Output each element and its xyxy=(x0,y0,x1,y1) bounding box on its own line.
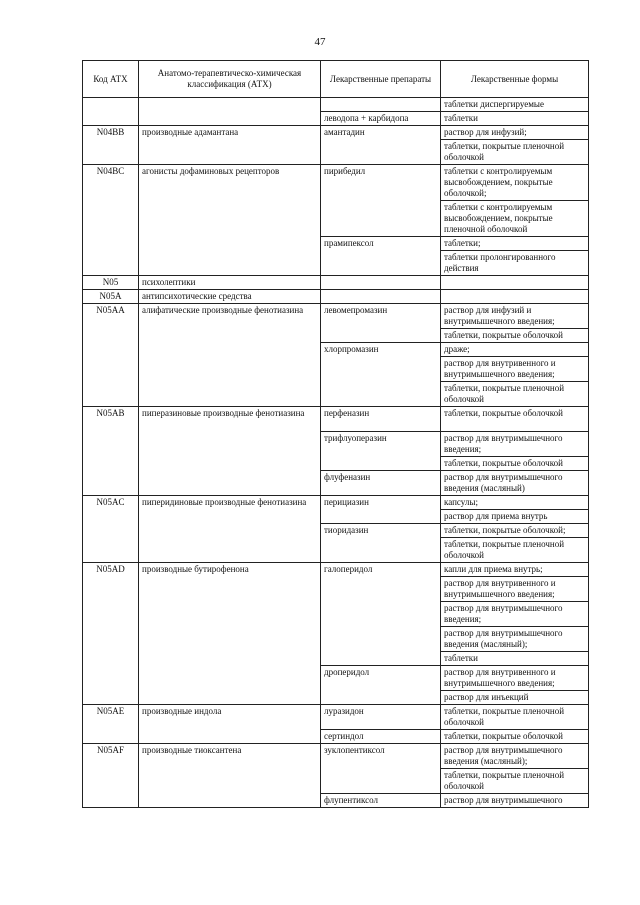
table-header-row xyxy=(83,61,589,98)
dosage-form-cell: раствор для внутримышечного введения (масляный); xyxy=(441,744,589,769)
atc-class-cell: антипсихотические средства xyxy=(139,290,321,304)
drug-name-cell: флупентиксол xyxy=(321,794,441,808)
drug-name-cell xyxy=(321,290,441,304)
drug-name-cell: флуфеназин xyxy=(321,471,441,496)
dosage-form-cell: таблетки с контролируемым высвобождением, покрытые пленочной оболочкой xyxy=(441,201,589,237)
drug-name-cell xyxy=(321,98,441,112)
table-row xyxy=(83,496,589,510)
drug-name-cell: левомепромазин xyxy=(321,304,441,343)
dosage-form-cell: таблетки, покрытые оболочкой xyxy=(441,329,589,343)
dosage-form-cell: таблетки; xyxy=(441,237,589,251)
atc-code-cell: N05AF xyxy=(83,744,139,808)
dosage-form-cell: таблетки xyxy=(441,112,589,126)
atc-code-cell: N05AC xyxy=(83,496,139,563)
atc-code-cell: N04BB xyxy=(83,126,139,165)
atc-class-cell xyxy=(139,98,321,126)
dosage-form-cell: раствор для внутримышечного введения; xyxy=(441,602,589,627)
atc-code-cell: N05AB xyxy=(83,407,139,496)
drug-name-cell: зуклопентиксол xyxy=(321,744,441,794)
dosage-form-cell: раствор для внутримышечного введения (масляный) xyxy=(441,471,589,496)
dosage-form-cell: раствор для инфузий и внутримышечного введения; xyxy=(441,304,589,329)
table-row xyxy=(83,126,589,140)
atc-code-cell: N05AD xyxy=(83,563,139,705)
dosage-form-cell: раствор для инфузий; xyxy=(441,126,589,140)
dosage-form-cell: таблетки диспергируемые xyxy=(441,98,589,112)
header-atc-code: Код АТХ xyxy=(83,61,139,98)
drug-name-cell: пирибедил xyxy=(321,165,441,237)
table-row xyxy=(83,98,589,112)
dosage-form-cell: раствор для приема внутрь xyxy=(441,510,589,524)
atc-class-cell: агонисты дофаминовых рецепторов xyxy=(139,165,321,276)
dosage-form-cell: таблетки, покрытые оболочкой; xyxy=(441,524,589,538)
drug-name-cell: хлорпромазин xyxy=(321,343,441,407)
dosage-form-cell: таблетки, покрытые оболочкой xyxy=(441,407,589,432)
table-row xyxy=(83,744,589,769)
drug-name-cell: дроперидол xyxy=(321,666,441,705)
atc-drug-table xyxy=(82,60,589,808)
dosage-form-cell: капли для приема внутрь; xyxy=(441,563,589,577)
dosage-form-cell xyxy=(441,290,589,304)
table-row xyxy=(83,165,589,201)
drug-name-cell: тиоридазин xyxy=(321,524,441,563)
header-atc-classification: Анатомо-терапевтическо-химическая классификация (АТХ) xyxy=(139,61,321,98)
drug-name-cell: луразидон xyxy=(321,705,441,730)
atc-class-cell: психолептики xyxy=(139,276,321,290)
atc-code-cell: N05 xyxy=(83,276,139,290)
table-row xyxy=(83,407,589,432)
table-row xyxy=(83,705,589,730)
dosage-form-cell: раствор для внутримышечного введения (масляный); xyxy=(441,627,589,652)
dosage-form-cell: таблетки xyxy=(441,652,589,666)
dosage-form-cell: раствор для инъекций xyxy=(441,691,589,705)
page-number: 47 xyxy=(314,36,326,48)
atc-class-cell: производные тиоксантена xyxy=(139,744,321,808)
dosage-form-cell: таблетки, покрытые пленочной оболочкой xyxy=(441,140,589,165)
drug-name-cell: амантадин xyxy=(321,126,441,165)
drug-name-cell: трифлуоперазин xyxy=(321,432,441,471)
drug-name-cell: перфеназин xyxy=(321,407,441,432)
atc-class-cell: пиперазиновые производные фенотиазина xyxy=(139,407,321,496)
atc-class-cell: алифатические производные фенотиазина xyxy=(139,304,321,407)
dosage-form-cell: раствор для внутривенного и внутримышечного введения; xyxy=(441,357,589,382)
table-row xyxy=(83,563,589,577)
drug-name-cell: леводопа + карбидопа xyxy=(321,112,441,126)
dosage-form-cell: таблетки, покрытые пленочной оболочкой xyxy=(441,705,589,730)
table-body xyxy=(83,98,589,808)
atc-code-cell: N05AE xyxy=(83,705,139,744)
atc-code-cell: N05A xyxy=(83,290,139,304)
drug-name-cell: галоперидол xyxy=(321,563,441,666)
dosage-form-cell: таблетки с контролируемым высвобождением, покрытые оболочкой; xyxy=(441,165,589,201)
drug-name-cell: перициазин xyxy=(321,496,441,524)
atc-class-cell: производные адамантана xyxy=(139,126,321,165)
drug-name-cell xyxy=(321,276,441,290)
table-row xyxy=(83,304,589,329)
dosage-form-cell: драже; xyxy=(441,343,589,357)
dosage-form-cell: таблетки пролонгированного действия xyxy=(441,251,589,276)
atc-code-cell xyxy=(83,98,139,126)
atc-class-cell: пиперидиновые производные фенотиазина xyxy=(139,496,321,563)
atc-class-cell: производные индола xyxy=(139,705,321,744)
dosage-form-cell: таблетки, покрытые пленочной оболочкой xyxy=(441,382,589,407)
dosage-form-cell: таблетки, покрытые пленочной оболочкой xyxy=(441,538,589,563)
dosage-form-cell: капсулы; xyxy=(441,496,589,510)
drug-name-cell: прамипексол xyxy=(321,237,441,276)
dosage-form-cell: раствор для внутримышечного введения; xyxy=(441,432,589,457)
dosage-form-cell: таблетки, покрытые оболочкой xyxy=(441,457,589,471)
header-drugs: Лекарственные препараты xyxy=(321,61,441,98)
atc-class-cell: производные бутирофенона xyxy=(139,563,321,705)
atc-code-cell: N04BC xyxy=(83,165,139,276)
dosage-form-cell: раствор для внутривенного и внутримышечного введения; xyxy=(441,666,589,691)
header-dosage-forms: Лекарственные формы xyxy=(441,61,589,98)
atc-code-cell: N05AA xyxy=(83,304,139,407)
dosage-form-cell: таблетки, покрытые оболочкой xyxy=(441,730,589,744)
table-row xyxy=(83,290,589,304)
table-row xyxy=(83,276,589,290)
dosage-form-cell: раствор для внутривенного и внутримышечного введения; xyxy=(441,577,589,602)
dosage-form-cell: раствор для внутримышечного xyxy=(441,794,589,808)
dosage-form-cell xyxy=(441,276,589,290)
dosage-form-cell: таблетки, покрытые пленочной оболочкой xyxy=(441,769,589,794)
drug-name-cell: сертиндол xyxy=(321,730,441,744)
